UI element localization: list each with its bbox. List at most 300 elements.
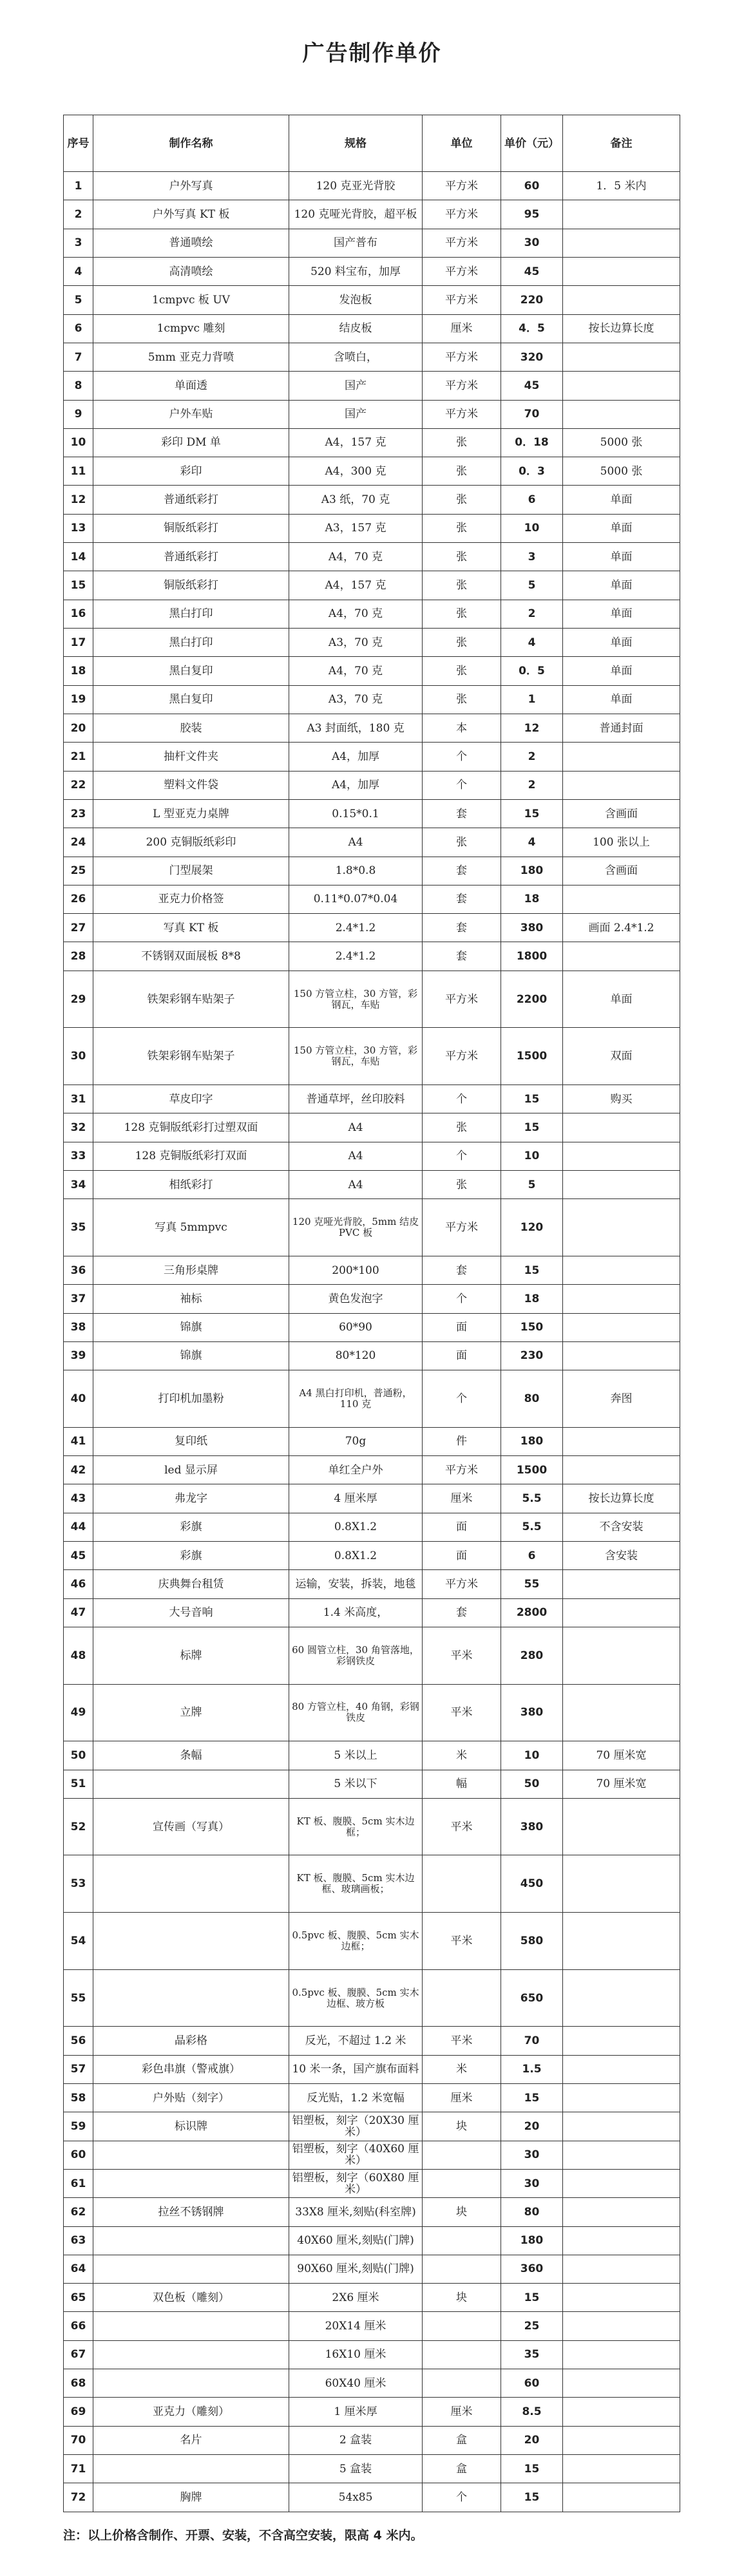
cell-remark xyxy=(563,1313,680,1341)
cell-spec: 40X60 厘米,刻贴(门牌) xyxy=(289,2226,423,2255)
table-row xyxy=(64,1542,680,1570)
cell-unit: 套 xyxy=(423,799,501,828)
cell-spec: 60*90 xyxy=(289,1313,423,1341)
cell-remark: 70 厘米宽 xyxy=(563,1770,680,1798)
cell-remark xyxy=(563,2369,680,2398)
header-no: 序号 xyxy=(64,115,93,172)
cell-spec: 120 克哑光背胶，5mm 结皮 PVC 板 xyxy=(289,1199,423,1256)
cell-unit: 张 xyxy=(423,1170,501,1198)
cell-price: 230 xyxy=(501,1341,563,1370)
cell-spec: A3 纸，70 克 xyxy=(289,486,423,514)
cell-unit: 个 xyxy=(423,743,501,771)
table-row xyxy=(64,1627,680,1684)
cell-price: 280 xyxy=(501,1627,563,1684)
cell-name xyxy=(93,2169,289,2197)
table-row xyxy=(64,1285,680,1313)
header-price: 单价（元） xyxy=(501,115,563,172)
table-row xyxy=(64,2284,680,2312)
cell-remark xyxy=(563,2398,680,2426)
cell-price: 12 xyxy=(501,714,563,742)
cell-name: 弗龙字 xyxy=(93,1484,289,1513)
cell-no: 56 xyxy=(64,2027,93,2055)
cell-spec: A3 封面纸，180 克 xyxy=(289,714,423,742)
cell-no: 66 xyxy=(64,2312,93,2340)
cell-spec: 运输，安装，拆装，地毯 xyxy=(289,1570,423,1598)
cell-price: 30 xyxy=(501,2141,563,2169)
cell-name xyxy=(93,2226,289,2255)
cell-remark xyxy=(563,885,680,913)
cell-remark xyxy=(563,1170,680,1198)
cell-price: 8.5 xyxy=(501,2398,563,2426)
cell-spec: 0.11*0.07*0.04 xyxy=(289,885,423,913)
cell-spec: 0.5pvc 板、腹膜、5cm 实木边框； xyxy=(289,1913,423,1970)
cell-no: 14 xyxy=(64,543,93,571)
cell-unit: 张 xyxy=(423,543,501,571)
cell-name xyxy=(93,2340,289,2369)
cell-unit: 面 xyxy=(423,1542,501,1570)
cell-no: 27 xyxy=(64,914,93,942)
cell-name xyxy=(93,2255,289,2283)
cell-unit: 张 xyxy=(423,600,501,628)
cell-name: 标识牌 xyxy=(93,2112,289,2141)
cell-remark: 单面 xyxy=(563,685,680,714)
cell-name xyxy=(93,1855,289,1913)
cell-no: 67 xyxy=(64,2340,93,2369)
cell-no: 48 xyxy=(64,1627,93,1684)
cell-remark: 5000 张 xyxy=(563,428,680,457)
cell-spec: 0.8X1.2 xyxy=(289,1513,423,1541)
cell-remark xyxy=(563,2426,680,2454)
table-row xyxy=(64,885,680,913)
cell-price: 15 xyxy=(501,1256,563,1284)
cell-price: 6 xyxy=(501,486,563,514)
table-row xyxy=(64,1969,680,2027)
cell-price: 5 xyxy=(501,571,563,600)
table-row xyxy=(64,714,680,742)
table-row xyxy=(64,1513,680,1541)
cell-spec: 60 圆管立柱，30 角管落地，彩钢铁皮 xyxy=(289,1627,423,1684)
table-row xyxy=(64,400,680,428)
table-row xyxy=(64,2312,680,2340)
table-row xyxy=(64,2141,680,2169)
table-row xyxy=(64,1484,680,1513)
cell-price: 30 xyxy=(501,229,563,257)
cell-price: 150 xyxy=(501,1313,563,1341)
cell-remark: 画面 2.4*1.2 xyxy=(563,914,680,942)
cell-spec: 0.8X1.2 xyxy=(289,1542,423,1570)
cell-spec: A4，加厚 xyxy=(289,771,423,799)
cell-unit: 平方米 xyxy=(423,257,501,285)
cell-name: 普通喷绘 xyxy=(93,229,289,257)
cell-unit: 张 xyxy=(423,629,501,657)
cell-unit: 平方米 xyxy=(423,1028,501,1085)
table-row xyxy=(64,1028,680,1085)
table-row xyxy=(64,200,680,229)
cell-unit xyxy=(423,2226,501,2255)
cell-unit: 平方米 xyxy=(423,286,501,314)
cell-name: 条幅 xyxy=(93,1741,289,1770)
cell-spec: 黄色发泡字 xyxy=(289,1285,423,1313)
cell-price: 60 xyxy=(501,172,563,200)
cell-unit: 盒 xyxy=(423,2426,501,2454)
cell-remark xyxy=(563,1913,680,1970)
cell-name: 彩旗 xyxy=(93,1513,289,1541)
cell-unit: 平米 xyxy=(423,1913,501,1970)
cell-name: 锦旗 xyxy=(93,1341,289,1370)
cell-spec: 2.4*1.2 xyxy=(289,942,423,971)
cell-unit: 块 xyxy=(423,2198,501,2226)
cell-name: 复印纸 xyxy=(93,1427,289,1455)
cell-no: 40 xyxy=(64,1370,93,1428)
cell-name: 锦旗 xyxy=(93,1313,289,1341)
cell-spec: 1.8*0.8 xyxy=(289,857,423,885)
cell-no: 55 xyxy=(64,1969,93,2027)
cell-name: 袖标 xyxy=(93,1285,289,1313)
cell-name: 128 克铜版纸彩打过塑双面 xyxy=(93,1113,289,1142)
cell-no: 12 xyxy=(64,486,93,514)
cell-no: 2 xyxy=(64,200,93,229)
cell-name: 户外写真 KT 板 xyxy=(93,200,289,229)
cell-spec: A4 xyxy=(289,1170,423,1198)
cell-name: 写真 KT 板 xyxy=(93,914,289,942)
cell-no: 37 xyxy=(64,1285,93,1313)
cell-unit: 张 xyxy=(423,657,501,685)
table-row xyxy=(64,457,680,486)
cell-no: 54 xyxy=(64,1913,93,1970)
cell-name: 单面透 xyxy=(93,372,289,400)
cell-remark xyxy=(563,1113,680,1142)
cell-spec: 5 米以上 xyxy=(289,1741,423,1770)
cell-spec: 0.15*0.1 xyxy=(289,799,423,828)
cell-unit: 张 xyxy=(423,486,501,514)
table-row xyxy=(64,2369,680,2398)
table-row xyxy=(64,571,680,600)
cell-name: 不锈钢双面展板 8*8 xyxy=(93,942,289,971)
cell-spec: 150 方管立柱，30 方管，彩钢瓦，车贴 xyxy=(289,1028,423,1085)
cell-spec: A4 xyxy=(289,1113,423,1142)
cell-price: 1.5 xyxy=(501,2055,563,2083)
cell-remark: 含画面 xyxy=(563,799,680,828)
table-row xyxy=(64,828,680,857)
cell-spec: 国产普布 xyxy=(289,229,423,257)
cell-name: 亚克力价格签 xyxy=(93,885,289,913)
cell-spec: 200*100 xyxy=(289,1256,423,1284)
cell-spec: A4 xyxy=(289,828,423,857)
cell-spec: 16X10 厘米 xyxy=(289,2340,423,2369)
cell-spec: A4，157 克 xyxy=(289,428,423,457)
cell-remark xyxy=(563,400,680,428)
cell-price: 2 xyxy=(501,743,563,771)
cell-no: 63 xyxy=(64,2226,93,2255)
cell-name: 大号音响 xyxy=(93,1598,289,1627)
cell-no: 24 xyxy=(64,828,93,857)
cell-unit: 平方米 xyxy=(423,229,501,257)
cell-no: 20 xyxy=(64,714,93,742)
cell-spec: 150 方管立柱，30 方管，彩钢瓦，车贴 xyxy=(289,971,423,1028)
cell-remark xyxy=(563,771,680,799)
table-row xyxy=(64,486,680,514)
cell-no: 35 xyxy=(64,1199,93,1256)
table-body xyxy=(64,172,680,2512)
cell-price: 380 xyxy=(501,1798,563,1855)
table-row xyxy=(64,1798,680,1855)
cell-name: 立牌 xyxy=(93,1684,289,1741)
cell-name: 户外车贴 xyxy=(93,400,289,428)
cell-name: 拉丝不锈钢牌 xyxy=(93,2198,289,2226)
cell-remark xyxy=(563,1855,680,1913)
table-row xyxy=(64,971,680,1028)
cell-no: 23 xyxy=(64,799,93,828)
cell-unit: 个 xyxy=(423,1142,501,1170)
cell-unit: 平米 xyxy=(423,1684,501,1741)
cell-no: 3 xyxy=(64,229,93,257)
cell-remark xyxy=(563,2027,680,2055)
cell-spec: A4 xyxy=(289,1142,423,1170)
cell-name: 双色板（雕刻） xyxy=(93,2284,289,2312)
cell-unit: 个 xyxy=(423,2483,501,2512)
table-row xyxy=(64,629,680,657)
cell-price: 70 xyxy=(501,400,563,428)
cell-no: 43 xyxy=(64,1484,93,1513)
table-row xyxy=(64,1085,680,1113)
cell-remark xyxy=(563,257,680,285)
cell-spec: 1 厘米厚 xyxy=(289,2398,423,2426)
cell-price: 2200 xyxy=(501,971,563,1028)
cell-name: 铜版纸彩打 xyxy=(93,514,289,542)
cell-no: 38 xyxy=(64,1313,93,1341)
cell-no: 60 xyxy=(64,2141,93,2169)
table-row xyxy=(64,2055,680,2083)
cell-price: 18 xyxy=(501,1285,563,1313)
table-row xyxy=(64,600,680,628)
cell-unit xyxy=(423,2340,501,2369)
table-row xyxy=(64,172,680,200)
cell-name xyxy=(93,1969,289,2027)
cell-no: 31 xyxy=(64,1085,93,1113)
table-row xyxy=(64,314,680,343)
cell-unit: 厘米 xyxy=(423,2398,501,2426)
cell-price: 15 xyxy=(501,2483,563,2512)
cell-spec: 2X6 厘米 xyxy=(289,2284,423,2312)
cell-name: 彩旗 xyxy=(93,1542,289,1570)
cell-remark xyxy=(563,372,680,400)
cell-price: 20 xyxy=(501,2112,563,2141)
cell-name: 彩印 DM 单 xyxy=(93,428,289,457)
cell-remark: 含安装 xyxy=(563,1542,680,1570)
cell-name: 200 克铜版纸彩印 xyxy=(93,828,289,857)
cell-no: 18 xyxy=(64,657,93,685)
cell-name: 普通纸彩打 xyxy=(93,543,289,571)
cell-price: 1500 xyxy=(501,1028,563,1085)
cell-no: 52 xyxy=(64,1798,93,1855)
table-row xyxy=(64,1427,680,1455)
cell-no: 5 xyxy=(64,286,93,314)
cell-name: 相纸彩打 xyxy=(93,1170,289,1198)
table-row xyxy=(64,1341,680,1370)
cell-remark xyxy=(563,1598,680,1627)
cell-price: 5.5 xyxy=(501,1484,563,1513)
cell-price: 220 xyxy=(501,286,563,314)
table-row xyxy=(64,1913,680,1970)
cell-no: 70 xyxy=(64,2426,93,2454)
cell-unit: 块 xyxy=(423,2284,501,2312)
cell-unit: 平方米 xyxy=(423,200,501,229)
cell-unit: 平方米 xyxy=(423,172,501,200)
cell-name: 庆典舞台租赁 xyxy=(93,1570,289,1598)
table-row xyxy=(64,2226,680,2255)
cell-name: 写真 5mmpvc xyxy=(93,1199,289,1256)
table-row xyxy=(64,2027,680,2055)
cell-price: 360 xyxy=(501,2255,563,2283)
cell-spec: 2 盒装 xyxy=(289,2426,423,2454)
cell-spec: 80*120 xyxy=(289,1341,423,1370)
cell-name: 1cmpvc 雕刻 xyxy=(93,314,289,343)
cell-remark xyxy=(563,1627,680,1684)
cell-spec: 4 厘米厚 xyxy=(289,1484,423,1513)
cell-name xyxy=(93,1770,289,1798)
cell-no: 59 xyxy=(64,2112,93,2141)
cell-name: 普通纸彩打 xyxy=(93,486,289,514)
cell-remark xyxy=(563,229,680,257)
cell-price: 5.5 xyxy=(501,1513,563,1541)
cell-remark xyxy=(563,286,680,314)
cell-price: 320 xyxy=(501,343,563,371)
cell-unit: 面 xyxy=(423,1341,501,1370)
cell-remark: 含画面 xyxy=(563,857,680,885)
cell-price: 1800 xyxy=(501,942,563,971)
cell-spec: 反光，不超过 1.2 米 xyxy=(289,2027,423,2055)
cell-unit: 平方米 xyxy=(423,372,501,400)
cell-spec: 90X60 厘米,刻贴(门牌) xyxy=(289,2255,423,2283)
header-name: 制作名称 xyxy=(93,115,289,172)
cell-spec: 0.5pvc 板、腹膜、5cm 实木边框、玻方板 xyxy=(289,1969,423,2027)
cell-remark xyxy=(563,200,680,229)
cell-no: 21 xyxy=(64,743,93,771)
cell-remark: 普通封面 xyxy=(563,714,680,742)
cell-no: 51 xyxy=(64,1770,93,1798)
cell-price: 6 xyxy=(501,1542,563,1570)
table-row xyxy=(64,286,680,314)
cell-no: 25 xyxy=(64,857,93,885)
cell-name: 128 克铜版纸彩打双面 xyxy=(93,1142,289,1170)
cell-remark xyxy=(563,2312,680,2340)
table-row xyxy=(64,1770,680,1798)
cell-unit xyxy=(423,1855,501,1913)
cell-price: 2800 xyxy=(501,1598,563,1627)
cell-price: 180 xyxy=(501,1427,563,1455)
cell-no: 7 xyxy=(64,343,93,371)
cell-price: 380 xyxy=(501,1684,563,1741)
header-spec: 规格 xyxy=(289,115,423,172)
cell-name: 胶装 xyxy=(93,714,289,742)
cell-spec: A4 黑白打印机，普通粉，110 克 xyxy=(289,1370,423,1428)
table-row xyxy=(64,857,680,885)
cell-spec: 5 盒装 xyxy=(289,2455,423,2483)
cell-price: 10 xyxy=(501,1142,563,1170)
cell-remark: 单面 xyxy=(563,571,680,600)
cell-unit xyxy=(423,2169,501,2197)
cell-spec: A4，157 克 xyxy=(289,571,423,600)
cell-spec: 结皮板 xyxy=(289,314,423,343)
table-row xyxy=(64,1456,680,1484)
table-row xyxy=(64,2455,680,2483)
cell-no: 16 xyxy=(64,600,93,628)
table-row xyxy=(64,2083,680,2112)
cell-price: 1500 xyxy=(501,1456,563,1484)
cell-name: 户外写真 xyxy=(93,172,289,200)
table-row xyxy=(64,543,680,571)
cell-spec: 铝塑板，刻字（20X30 厘米） xyxy=(289,2112,423,2141)
cell-no: 39 xyxy=(64,1341,93,1370)
cell-no: 30 xyxy=(64,1028,93,1085)
cell-spec: A3，70 克 xyxy=(289,629,423,657)
cell-remark: 1．5 米内 xyxy=(563,172,680,200)
cell-price: 60 xyxy=(501,2369,563,2398)
table-row xyxy=(64,685,680,714)
cell-name: 打印机加墨粉 xyxy=(93,1370,289,1428)
cell-no: 61 xyxy=(64,2169,93,2197)
cell-unit: 平米 xyxy=(423,1798,501,1855)
cell-spec: 54x85 xyxy=(289,2483,423,2512)
cell-unit: 套 xyxy=(423,885,501,913)
cell-remark xyxy=(563,2284,680,2312)
cell-name: 1cmpvc 板 UV xyxy=(93,286,289,314)
cell-remark: 奔图 xyxy=(563,1370,680,1428)
table-row xyxy=(64,942,680,971)
cell-spec: KT 板、腹膜、5cm 实木边框； xyxy=(289,1798,423,1855)
cell-unit: 张 xyxy=(423,1113,501,1142)
cell-unit: 平米 xyxy=(423,1627,501,1684)
cell-unit: 套 xyxy=(423,942,501,971)
cell-remark xyxy=(563,2455,680,2483)
cell-price: 35 xyxy=(501,2340,563,2369)
cell-price: 45 xyxy=(501,372,563,400)
cell-remark: 按长边算长度 xyxy=(563,1484,680,1513)
cell-spec: 33X8 厘米,刻贴(科室牌) xyxy=(289,2198,423,2226)
cell-price: 15 xyxy=(501,1085,563,1113)
cell-remark: 单面 xyxy=(563,486,680,514)
cell-price: 180 xyxy=(501,857,563,885)
cell-spec: 普通草坪，丝印胶料 xyxy=(289,1085,423,1113)
cell-unit: 套 xyxy=(423,857,501,885)
cell-unit xyxy=(423,2141,501,2169)
cell-unit: 厘米 xyxy=(423,314,501,343)
cell-remark xyxy=(563,343,680,371)
cell-spec: A4，300 克 xyxy=(289,457,423,486)
cell-price: 20 xyxy=(501,2426,563,2454)
cell-price: 4 xyxy=(501,629,563,657)
cell-spec: 含喷白， xyxy=(289,343,423,371)
cell-remark xyxy=(563,2169,680,2197)
cell-no: 64 xyxy=(64,2255,93,2283)
cell-no: 46 xyxy=(64,1570,93,1598)
page-title: 广告制作单价 xyxy=(302,41,442,66)
table-row xyxy=(64,514,680,542)
cell-remark xyxy=(563,2340,680,2369)
cell-remark xyxy=(563,1341,680,1370)
cell-remark xyxy=(563,942,680,971)
cell-remark xyxy=(563,2198,680,2226)
cell-remark: 不含安装 xyxy=(563,1513,680,1541)
cell-remark: 按长边算长度 xyxy=(563,314,680,343)
table-row xyxy=(64,428,680,457)
cell-name: 户外贴（刻字） xyxy=(93,2083,289,2112)
table-row xyxy=(64,1741,680,1770)
cell-no: 1 xyxy=(64,172,93,200)
cell-no: 29 xyxy=(64,971,93,1028)
cell-unit: 张 xyxy=(423,514,501,542)
cell-no: 44 xyxy=(64,1513,93,1541)
